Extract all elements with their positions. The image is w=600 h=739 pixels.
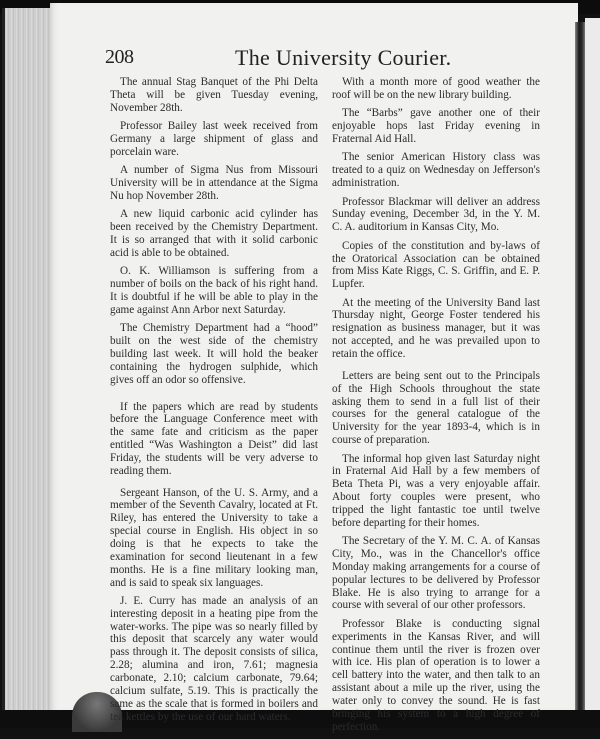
facing-page-edge	[585, 18, 600, 718]
news-item: A number of Sigma Nus from Missouri University will be in attendance at the Sigma Nu hop November 28th.	[110, 164, 318, 202]
news-item: A new liquid carbonic acid cylinder has been received by the Chemistry Department. It is so arranged that with it solid carbonic acid is able to be obtained.	[110, 208, 318, 259]
news-item: Letters are being sent out to the Principals of the High Schools throughout the state asking them to send in a full list of their courses for the general catalogue of the University for the year 1893-4, which is in course of preparation.	[332, 369, 540, 447]
news-item: Professor Blackmar will deliver an address Sunday evening, December 3d, in the Y. M. C. A. auditorium in Kansas City, Mo.	[332, 195, 540, 234]
news-item: If the papers which are read by students before the Language Conference meet with the same fate and criticism as the paper entitled “Was Washington a Deist” did last Friday, the students will be very adverse to reading them.	[110, 400, 318, 477]
right-column	[332, 76, 540, 739]
news-item: Sergeant Hanson, of the U. S. Army, and a member of the Seventh Cavalry, located at Ft. Riley, has entered the University to take a special course in English. His object in so doing is that he expects to take the examination for second lieutenant in a few months. He is a fine military looking man, and is said to speak six languages.	[110, 486, 318, 589]
news-item: Professor Blake is conducting signal experiments in the Kansas River, and will continue them until the river is frozen over with ice. His plan of operation is to lower a cell battery into the water, and then talk to an assistant about a mile up the river, using the water only to convey the sound. He is fast bringing his system to a high degree of perfection.	[332, 617, 540, 733]
news-item: The Chemistry Department had a “hood” built on the west side of the chemistry building last week. It will hold the beaker containing the hydrogen sulphide, which gives off an odor so offensive.	[110, 322, 318, 386]
news-item: Professor Bailey last week received from Germany a large shipment of glass and porcelain ware.	[110, 120, 318, 158]
book-gutter	[575, 22, 585, 722]
news-item: O. K. Williamson is suffering from a number of boils on the back of his right hand. It is doubtful if he will be able to play in the game against Ann Arbor next Saturday.	[110, 265, 318, 316]
news-item: The informal hop given last Saturday night in Fraternal Aid Hall by a few members of Beta Theta Pi, was a very enjoyable affair. About forty couples were present, who tripped the light fantastic toe until twelve before departing for their homes.	[332, 452, 540, 529]
publication-title: The University Courier.	[235, 45, 452, 70]
news-item: J. E. Curry has made an analysis of an interesting deposit in a heating pipe from the water-works. The pipe was so nearly filled by this deposit that scarcely any water would pass through it. The deposit consists of silica, 2.28; alumina and iron, 7.61; magnesia carbonate, 2.10; calcium carbonate, 79.64; calcium sulfate, 5.19. This is practically the same as the scale that is formed in boilers and tea kettles by the use of our hard waters.	[110, 594, 318, 723]
news-item: With a month more of good weather the roof will be on the new library building.	[332, 76, 540, 101]
book-page-edges	[2, 8, 53, 714]
news-item: The annual Stag Banquet of the Phi Delta Theta will be given Tuesday evening, November 28th.	[110, 76, 318, 114]
page-number: 208	[105, 46, 134, 68]
news-item: The senior American History class was treated to a quiz on Wednesday on Jefferson's administration.	[332, 151, 540, 190]
news-item: The “Barbs” gave another one of their enjoyable hops last Friday evening in Fraternal Aid Hall.	[332, 107, 540, 145]
news-item: At the meeting of the University Band last Thursday night, George Foster tendered his resignation as business manager, but it was not accepted, and he was prevailed upon to retain the office.	[332, 296, 540, 360]
news-item: Copies of the constitution and by-laws of the Oratorical Association can be obtained from Miss Kate Riggs, C. S. Griffin, and E. P. Lupfer.	[332, 239, 540, 291]
page-header	[105, 43, 545, 73]
news-item: The Secretary of the Y. M. C. A. of Kansas City, Mo., was in the Chancellor's office Monday making arrangements for a course of popular lectures to be delivered by Professor Blake. He is also trying to arrange for a course with several of our other professors.	[332, 535, 540, 612]
left-column	[110, 76, 318, 729]
